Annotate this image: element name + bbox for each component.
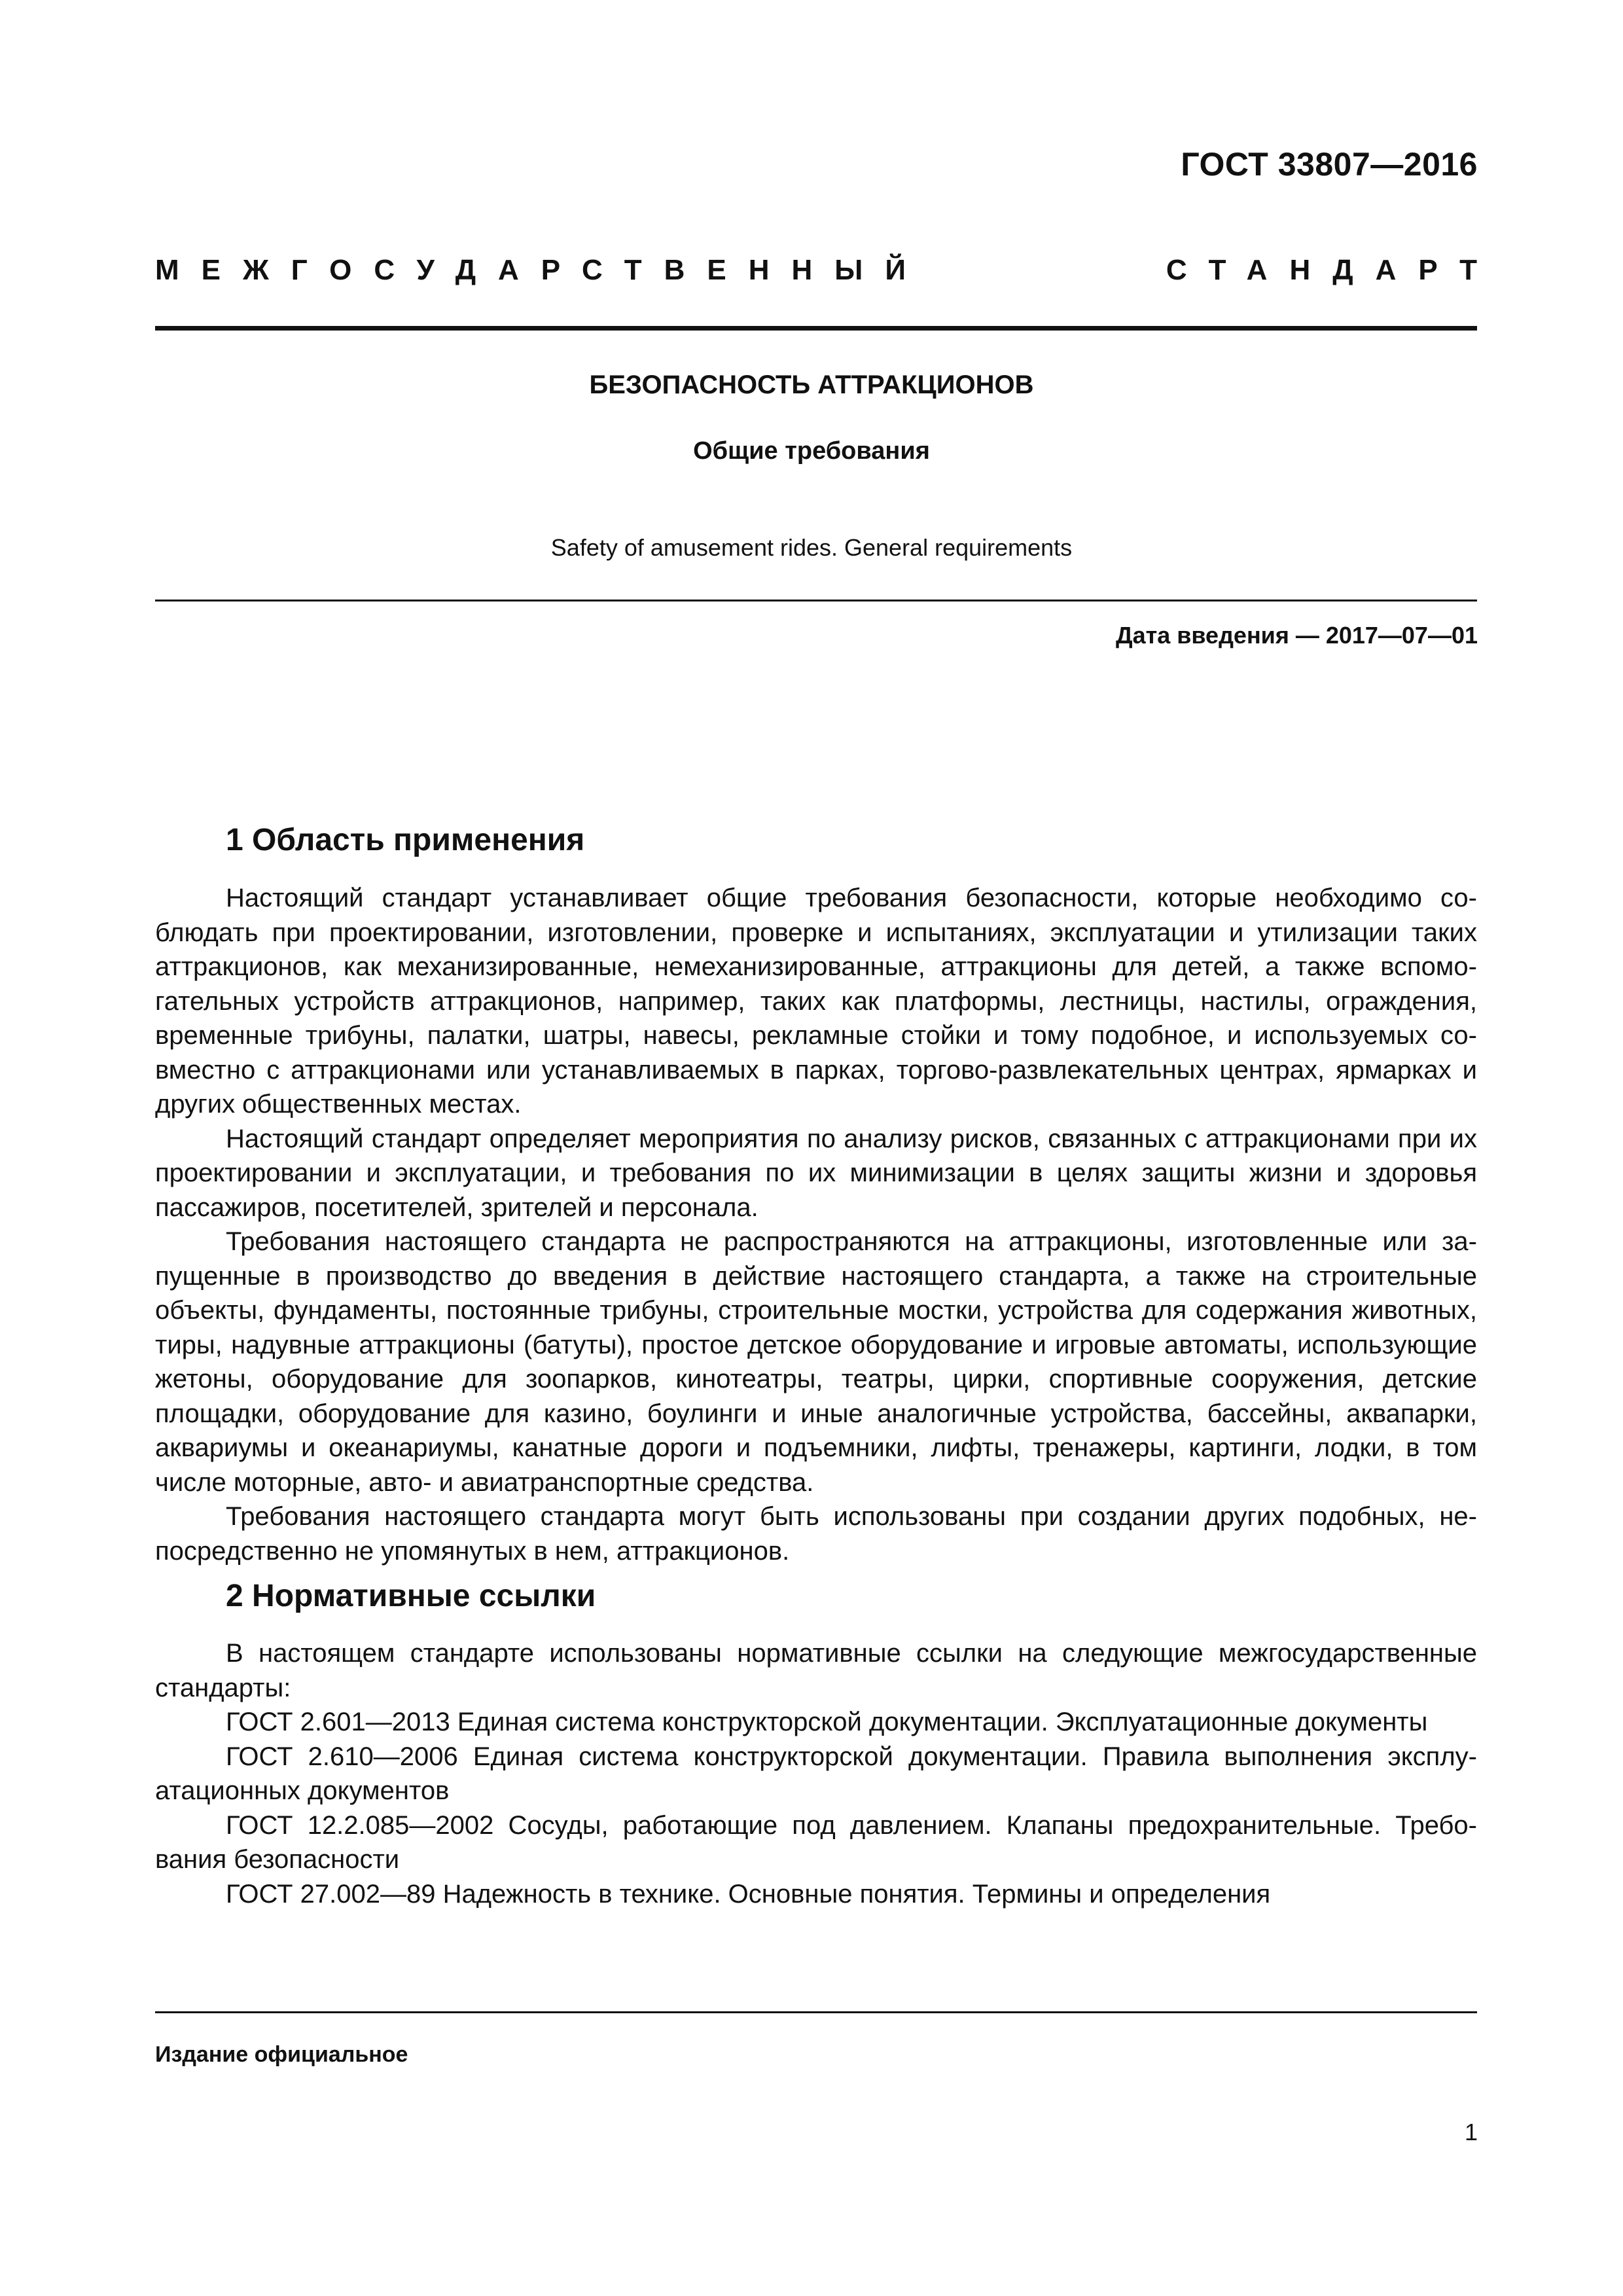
paragraph: Требования настоящего стандарта могут быть использованы при создании других подобных, непосредственно не упомянутых в нем, аттракционов. [155,1502,1477,1566]
paragraph: Настоящий стандарт устанавливает общие требования безопасности, которые необходимо соблюдать при проектировании, изготовлении, проверке и испытаниях, эксплуатации и утилизации таких аттракционов, как механизированные, немеханизированные, аттракционы для детей, а также вспомогательных устройств аттракционов, например, таких как платформы, лестницы, настилы, ограждения, временные трибуны, палатки, шатры, навесы, рекламные стойки и тому подобное, и используемых совместно с аттракционами или устанавливаемых в парках, торгово-развлекательных центрах, ярмарках и других общественных местах. [155,884,1477,1119]
header-divider [155,326,1477,331]
section-1-heading: 1 Область применения [226,823,585,857]
paragraph: Требования настоящего стандарта не распространяются на аттракционы, изготовленные или запущенные в производство до введения в действие настоящего стандарта, а также на строительные объекты, фундаменты, постоянные трибуны, строительные мостки, устройства для содержания животных, тиры, надувные аттракционы (батуты), простое детское оборудование и игровые автоматы, использующие жетоны, оборудование для зоопарков, кинотеатры, театры, цирки, спортивные сооружения, детские площадки, оборудование для казино, боулинги и иные аналогичные устройства, бассейны, аквапарки, аквариумы и океанариумы, канатные дороги и подъемники, лифты, тренажеры, картинги, лодки, в том числе моторные, авто- и авиатранспортные средства. [155,1227,1477,1497]
interstate-word: МЕЖГОСУДАРСТВЕННЫЙ [155,254,928,286]
paragraph: Настоящий стандарт определяет мероприятия по анализу рисков, связанных с аттракционами при их проектировании и эксплуатации, и требования по их минимизации в целях защиты жизни и здоровья пассажиров, посетителей, зрителей и персонала. [155,1124,1477,1222]
reference-item: ГОСТ 2.601—2013 Единая система конструкторской документации. Эксплуатационные документы [226,1708,1428,1736]
official-edition-label: Издание официальное [155,2042,408,2067]
english-title: Safety of amusement rides. General requirements [550,534,1073,561]
document-subtitle: Общие требования [693,437,930,465]
reference-item: ГОСТ 27.002—89 Надежность в технике. Основные понятия. Термины и определения [226,1879,1271,1909]
paragraph: В настоящем стандарте использованы нормативные ссылки на следующие межгосударственные стандарты: [155,1639,1477,1702]
page-number: 1 [1464,2119,1478,2145]
section-2-heading: 2 Нормативные ссылки [226,1579,596,1613]
reference-item: ГОСТ 12.2.085—2002 Сосуды, работающие под давлением. Клапаны предохранительные. Требования безопасности [155,1810,1477,1874]
document-number: ГОСТ 33807—2016 [1181,146,1478,183]
title-divider [155,600,1477,601]
section-2-body [155,1636,1477,1911]
interstate-standard-banner [155,254,1499,287]
introduction-date: Дата введения — 2017—07—01 [1115,622,1478,649]
footer-divider [155,2011,1477,2013]
document-title: БЕЗОПАСНОСТЬ АТТРАКЦИОНОВ [589,370,1034,399]
reference-item: ГОСТ 2.610—2006 Единая система конструкторской документации. Правила выполнения эксплуатационных документов [155,1742,1477,1805]
section-1-body [155,881,1477,1568]
standard-word: СТАНДАРТ [1166,254,1499,286]
